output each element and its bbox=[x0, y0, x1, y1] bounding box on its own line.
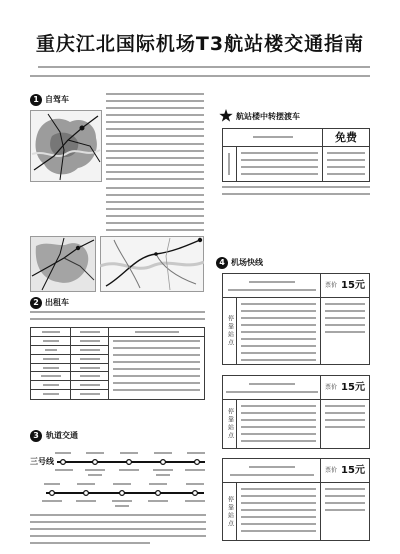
text-placeholder bbox=[226, 391, 318, 393]
station-label-placeholder bbox=[187, 452, 205, 454]
route-title-cell bbox=[223, 376, 321, 400]
schedule-cell bbox=[321, 483, 369, 540]
station-label-placeholder bbox=[149, 483, 167, 485]
station-marker bbox=[120, 491, 125, 496]
table-cell-destination bbox=[31, 355, 71, 364]
self-drive-text-block bbox=[106, 187, 204, 231]
route-title-cell bbox=[223, 274, 321, 298]
shuttle-label-cell bbox=[223, 147, 237, 181]
station-marker bbox=[84, 491, 89, 496]
text-placeholder bbox=[45, 349, 57, 351]
station-label-placeholder bbox=[120, 452, 138, 454]
self-drive-text-block bbox=[106, 143, 204, 180]
shuttle-stops-cell bbox=[237, 147, 323, 181]
junction-marker bbox=[154, 252, 158, 256]
text-placeholder bbox=[80, 358, 100, 360]
text-placeholder bbox=[325, 303, 365, 334]
text-placeholder bbox=[241, 488, 316, 537]
stops-label-cell bbox=[223, 483, 237, 540]
text-placeholder bbox=[249, 383, 295, 385]
text-placeholder bbox=[80, 375, 100, 377]
intro-text-line bbox=[38, 66, 370, 68]
table-cell-destination bbox=[31, 346, 71, 355]
metro-line-diagram bbox=[40, 479, 207, 511]
text-placeholder bbox=[241, 303, 316, 361]
table-header-cell bbox=[109, 328, 204, 337]
section-heading-metro: 轨道交通 bbox=[46, 431, 78, 440]
table-cell-destination bbox=[31, 372, 71, 381]
text-placeholder bbox=[42, 331, 60, 333]
text-placeholder bbox=[80, 331, 100, 333]
stops-list-cell bbox=[237, 483, 321, 540]
station-marker bbox=[195, 460, 200, 465]
station-label-placeholder bbox=[185, 469, 205, 471]
schedule-cell bbox=[321, 400, 369, 448]
text-placeholder bbox=[253, 136, 293, 138]
text-placeholder bbox=[228, 153, 230, 175]
route-map-right bbox=[100, 236, 204, 292]
section-number-icon: 4 bbox=[216, 257, 228, 269]
station-marker bbox=[127, 460, 132, 465]
airport-marker bbox=[198, 238, 202, 242]
table-header-cell bbox=[31, 328, 71, 337]
stops-label: 停靠站点 bbox=[226, 408, 234, 440]
text-placeholder bbox=[43, 393, 59, 395]
airport-marker bbox=[76, 246, 80, 250]
section-heading-taxi: 出租车 bbox=[45, 298, 69, 307]
star-icon bbox=[219, 109, 233, 123]
text-placeholder bbox=[241, 405, 316, 445]
shuttle-schedule-cell bbox=[323, 147, 369, 181]
shuttle-notes-text bbox=[222, 186, 370, 195]
text-placeholder bbox=[325, 488, 365, 516]
section-heading-shuttle: 航站楼中转摆渡车 bbox=[236, 112, 300, 121]
table-cell-distance bbox=[71, 372, 109, 381]
station-label-placeholder bbox=[112, 500, 132, 502]
express-route-card bbox=[222, 273, 370, 365]
stops-list-cell bbox=[237, 298, 321, 364]
text-placeholder bbox=[41, 375, 61, 377]
station-marker bbox=[61, 460, 66, 465]
taxi-fare-table bbox=[30, 327, 205, 400]
station-label-placeholder bbox=[154, 452, 172, 454]
shuttle-fare: 免费 bbox=[335, 131, 357, 144]
station-label-placeholder bbox=[55, 452, 71, 454]
fare-value: 15元 bbox=[341, 381, 365, 393]
metro-text-line bbox=[30, 542, 150, 544]
text-placeholder bbox=[230, 474, 314, 476]
table-cell-distance bbox=[71, 390, 109, 399]
text-placeholder bbox=[43, 340, 59, 342]
fare-value: 15元 bbox=[341, 279, 365, 291]
section-number-icon: 1 bbox=[30, 94, 42, 106]
shuttle-fare-cell bbox=[323, 129, 369, 147]
station-marker bbox=[161, 460, 166, 465]
metro-line-diagram bbox=[55, 446, 207, 480]
shuttle-route-cell bbox=[223, 129, 323, 147]
route-fare-cell bbox=[321, 376, 369, 400]
station-label-placeholder bbox=[156, 474, 170, 476]
station-label-placeholder bbox=[153, 469, 173, 471]
text-placeholder bbox=[80, 367, 100, 369]
intro-text-line bbox=[30, 75, 370, 77]
station-label-placeholder bbox=[42, 500, 62, 502]
text-placeholder bbox=[228, 289, 316, 291]
text-placeholder bbox=[249, 281, 295, 283]
fare-label: 票价 bbox=[325, 282, 338, 289]
fare-label: 票价 bbox=[325, 384, 338, 391]
stops-label-cell bbox=[223, 400, 237, 448]
express-route-card bbox=[222, 375, 370, 449]
section-number-icon: 3 bbox=[30, 430, 42, 442]
text-placeholder bbox=[43, 358, 59, 360]
table-cell-distance bbox=[71, 364, 109, 373]
airport-marker bbox=[80, 126, 85, 131]
taxi-text-block bbox=[30, 311, 205, 320]
table-cell-destination bbox=[31, 337, 71, 346]
text-placeholder bbox=[80, 393, 100, 395]
stops-label-cell bbox=[223, 298, 237, 364]
text-placeholder bbox=[43, 384, 59, 386]
metro-text-block bbox=[30, 514, 206, 537]
route-fare-cell bbox=[321, 274, 369, 298]
self-drive-text-block bbox=[106, 93, 204, 137]
table-header-cell bbox=[71, 328, 109, 337]
schedule-cell bbox=[321, 298, 369, 364]
station-marker bbox=[93, 460, 98, 465]
page-title: 重庆江北国际机场T3航站楼交通指南 bbox=[35, 33, 365, 55]
text-placeholder bbox=[325, 405, 365, 428]
text-placeholder bbox=[249, 466, 295, 468]
route-fare-cell bbox=[321, 459, 369, 483]
station-marker bbox=[156, 491, 161, 496]
table-cell-destination bbox=[31, 381, 71, 390]
text-placeholder bbox=[43, 367, 59, 369]
text-placeholder bbox=[80, 340, 100, 342]
table-cell-distance bbox=[71, 355, 109, 364]
stops-list-cell bbox=[237, 400, 321, 448]
stops-label: 停靠站点 bbox=[226, 315, 234, 347]
station-label-placeholder bbox=[77, 483, 95, 485]
text-placeholder bbox=[80, 384, 100, 386]
text-placeholder bbox=[241, 152, 318, 178]
section-heading-express: 机场快线 bbox=[231, 258, 263, 267]
express-route-card bbox=[222, 458, 370, 541]
station-label-placeholder bbox=[76, 500, 96, 502]
fare-value: 15元 bbox=[341, 464, 365, 476]
station-label-placeholder bbox=[44, 483, 60, 485]
table-cell-distance bbox=[71, 381, 109, 390]
route-map-left bbox=[30, 236, 96, 292]
text-placeholder bbox=[327, 152, 365, 178]
station-marker bbox=[193, 491, 198, 496]
text-placeholder bbox=[135, 331, 179, 333]
station-label-placeholder bbox=[88, 474, 102, 476]
stops-label: 停靠站点 bbox=[226, 495, 234, 528]
section-heading-self-drive: 自驾车 bbox=[45, 95, 69, 104]
station-label-placeholder bbox=[85, 469, 105, 471]
star-shape bbox=[219, 109, 232, 122]
shuttle-info-table bbox=[222, 128, 370, 182]
station-label-placeholder bbox=[186, 483, 204, 485]
station-label-placeholder bbox=[119, 469, 139, 471]
table-cell-distance bbox=[71, 346, 109, 355]
metro-line-label: 三号线 bbox=[30, 457, 54, 466]
table-cell-distance bbox=[71, 337, 109, 346]
station-label-placeholder bbox=[86, 452, 104, 454]
section-number-icon: 2 bbox=[30, 297, 42, 309]
station-label-placeholder bbox=[113, 483, 131, 485]
route-title-cell bbox=[223, 459, 321, 483]
station-label-placeholder bbox=[185, 500, 205, 502]
text-placeholder bbox=[80, 349, 100, 351]
station-marker bbox=[50, 491, 55, 496]
station-label-placeholder bbox=[148, 500, 168, 502]
table-cell-destination bbox=[31, 390, 71, 399]
table-cell-destination bbox=[31, 364, 71, 373]
station-label-placeholder bbox=[115, 505, 129, 507]
taxi-fare-notes-cell bbox=[109, 337, 204, 399]
station-label-placeholder bbox=[55, 469, 73, 471]
self-drive-overview-map bbox=[30, 110, 102, 182]
fare-label: 票价 bbox=[325, 467, 338, 474]
text-placeholder bbox=[113, 340, 200, 396]
